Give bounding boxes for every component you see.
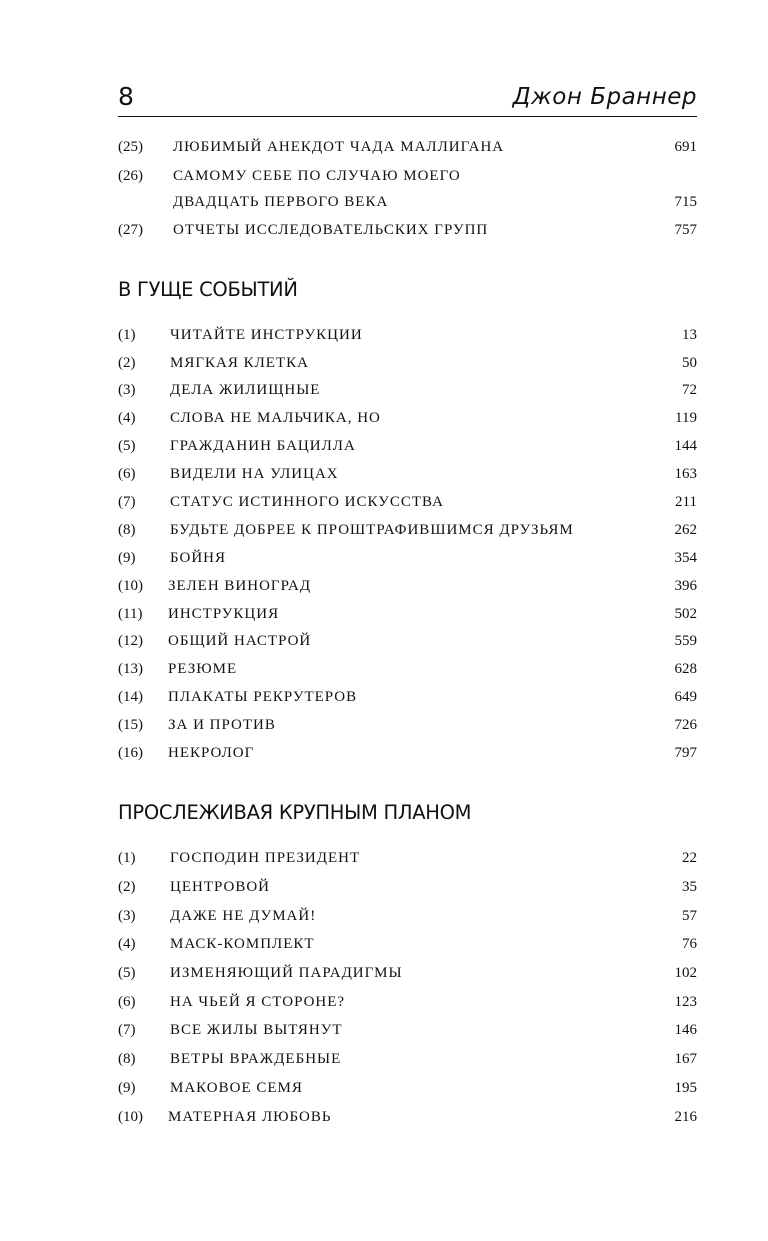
toc-item-title: СЛОВА НЕ МАЛЬЧИКА, НО: [170, 410, 381, 426]
toc-item-page: 649: [674, 689, 697, 705]
toc-row: [118, 463, 697, 485]
toc-item-page: 797: [674, 745, 697, 761]
toc-item-page: 216: [674, 1109, 697, 1125]
toc-item-page: 354: [674, 550, 697, 566]
toc-row: [118, 905, 697, 927]
toc-item-title: ИНСТРУКЦИЯ: [168, 606, 280, 622]
toc-item-page: 102: [674, 965, 697, 981]
toc-item-page: 715: [674, 194, 697, 210]
toc-item-number: (8): [118, 522, 136, 538]
toc-row: [118, 519, 697, 541]
toc-item-number: (9): [118, 550, 136, 566]
toc-item-number: (15): [118, 717, 143, 733]
toc-item-number: (10): [118, 1109, 143, 1125]
toc-item-page: 144: [674, 438, 697, 454]
toc-item-title: ЦЕНТРОВОЙ: [170, 879, 271, 895]
toc-item-page: 691: [674, 139, 697, 155]
toc-item-title: БОЙНЯ: [170, 550, 227, 566]
toc-item-page: 262: [674, 522, 697, 538]
toc-item-title: РЕЗЮМЕ: [168, 661, 238, 677]
toc-row: [118, 379, 697, 401]
toc-row: [118, 435, 697, 457]
toc-row: [118, 991, 697, 1013]
toc-item-title: МАСК-КОМПЛЕКТ: [170, 936, 315, 952]
toc-item-number: (8): [118, 1051, 136, 1067]
toc-item-number: (27): [118, 222, 143, 238]
toc-item-title: ДЕЛА ЖИЛИЩНЫЕ: [170, 382, 321, 398]
toc-item-number: (1): [118, 327, 136, 343]
toc-item-page: 146: [674, 1022, 697, 1038]
toc-item-page: 502: [674, 606, 697, 622]
toc-row: [118, 136, 697, 158]
toc-item-page: 123: [674, 994, 697, 1010]
toc-row: [118, 1106, 697, 1128]
toc-item-page: 35: [682, 879, 697, 895]
toc-item-number: (2): [118, 879, 136, 895]
toc-item-number: (3): [118, 908, 136, 924]
toc-item-page: 22: [682, 850, 697, 866]
toc-item-number: (4): [118, 410, 136, 426]
toc-item-number: (6): [118, 466, 136, 482]
toc-item-title: ДВАДЦАТЬ ПЕРВОГО ВЕКА: [173, 194, 389, 210]
toc-item-number: (10): [118, 578, 143, 594]
toc-item-number: (4): [118, 936, 136, 952]
toc-row: [118, 547, 697, 569]
toc-row: [118, 1048, 697, 1070]
toc-item-page: 163: [674, 466, 697, 482]
toc-item-title: МЯГКАЯ КЛЕТКА: [170, 355, 309, 371]
toc-item-title: ЗА И ПРОТИВ: [168, 717, 276, 733]
toc-item-number: (11): [118, 606, 143, 622]
toc-item-title: ДАЖЕ НЕ ДУМАЙ!: [170, 908, 317, 924]
running-header: [118, 82, 697, 117]
toc-item-title: ОБЩИЙ НАСТРОЙ: [168, 633, 312, 649]
toc-item-number: (2): [118, 355, 136, 371]
toc-item-number: (12): [118, 633, 143, 649]
toc-item-page: 726: [674, 717, 697, 733]
toc-row: [118, 630, 697, 652]
toc-row: [118, 575, 697, 597]
toc-item-title: ВСЕ ЖИЛЫ ВЫТЯНУТ: [170, 1022, 343, 1038]
toc-row: [118, 658, 697, 680]
toc-row: [118, 491, 697, 513]
toc-item-page: 396: [674, 578, 697, 594]
toc-item-page: 628: [674, 661, 697, 677]
toc-item-title: ЛЮБИМЫЙ АНЕКДОТ ЧАДА МАЛЛИГАНА: [173, 139, 505, 155]
toc-row: [118, 1019, 697, 1041]
toc-item-number: (7): [118, 494, 136, 510]
toc-item-title: ВЕТРЫ ВРАЖДЕБНЫЕ: [170, 1051, 342, 1067]
toc-item-title: ПЛАКАТЫ РЕКРУТЕРОВ: [168, 689, 358, 705]
toc-item-number: (3): [118, 382, 136, 398]
toc-item-number: (7): [118, 1022, 136, 1038]
toc-item-number: (14): [118, 689, 143, 705]
toc-row: [118, 962, 697, 984]
toc-item-page: 76: [682, 936, 697, 952]
toc-row: [118, 165, 697, 187]
toc-item-title: ЗЕЛЕН ВИНОГРАД: [168, 578, 312, 594]
page-number: 8: [118, 82, 134, 111]
toc-row: [118, 191, 697, 213]
toc-row: [118, 933, 697, 955]
toc-item-page: 13: [682, 327, 697, 343]
toc-item-page: 119: [675, 410, 697, 426]
toc-item-number: (6): [118, 994, 136, 1010]
toc-row: [118, 219, 697, 241]
toc-item-page: 559: [674, 633, 697, 649]
toc-item-title: МАКОВОЕ СЕМЯ: [170, 1080, 303, 1096]
toc-row: [118, 686, 697, 708]
toc-item-number: (9): [118, 1080, 136, 1096]
toc-item-title: МАТЕРНАЯ ЛЮБОВЬ: [168, 1109, 332, 1125]
toc-item-title: НА ЧЬЕЙ Я СТОРОНЕ?: [170, 994, 346, 1010]
toc-row: [118, 847, 697, 869]
toc-item-page: 167: [674, 1051, 697, 1067]
toc-item-title: ГОСПОДИН ПРЕЗИДЕНТ: [170, 850, 361, 866]
toc-item-page: 757: [674, 222, 697, 238]
toc-item-title: ГРАЖДАНИН БАЦИЛЛА: [170, 438, 356, 454]
toc-item-number: (26): [118, 168, 143, 184]
toc-item-number: (13): [118, 661, 143, 677]
toc-item-number: (5): [118, 965, 136, 981]
toc-item-title: ВИДЕЛИ НА УЛИЦАХ: [170, 466, 339, 482]
toc-item-title: ИЗМЕНЯЮЩИЙ ПАРАДИГМЫ: [170, 965, 403, 981]
toc-item-title: СТАТУС ИСТИННОГО ИСКУССТВА: [170, 494, 444, 510]
running-head-author: Джон Браннер: [512, 84, 697, 110]
toc-item-page: 195: [674, 1080, 697, 1096]
toc-item-title: САМОМУ СЕБЕ ПО СЛУЧАЮ МОЕГО: [173, 168, 461, 184]
toc-row: [118, 352, 697, 374]
toc-item-title: ЧИТАЙТЕ ИНСТРУКЦИИ: [170, 327, 363, 343]
toc-row: [118, 742, 697, 764]
toc-item-title: НЕКРОЛОГ: [168, 745, 255, 761]
toc-row: [118, 324, 697, 346]
toc-item-page: 57: [682, 908, 697, 924]
toc-item-page: 50: [682, 355, 697, 371]
toc-item-title: ОТЧЕТЫ ИССЛЕДОВАТЕЛЬСКИХ ГРУПП: [173, 222, 489, 238]
section-title: ПРОСЛЕЖИВАЯ КРУПНЫМ ПЛАНОМ: [118, 801, 472, 824]
toc-row: [118, 603, 697, 625]
toc-row: [118, 407, 697, 429]
toc-item-page: 72: [682, 382, 697, 398]
section-title: В ГУЩЕ СОБЫТИЙ: [118, 278, 298, 301]
toc-row: [118, 1077, 697, 1099]
toc-item-number: (25): [118, 139, 143, 155]
toc-row: [118, 714, 697, 736]
toc-item-title: БУДЬТЕ ДОБРЕЕ К ПРОШТРАФИВШИМСЯ ДРУЗЬЯМ: [170, 522, 574, 538]
toc-item-number: (5): [118, 438, 136, 454]
toc-item-number: (16): [118, 745, 143, 761]
toc-item-page: 211: [675, 494, 697, 510]
toc-row: [118, 876, 697, 898]
toc-item-number: (1): [118, 850, 136, 866]
